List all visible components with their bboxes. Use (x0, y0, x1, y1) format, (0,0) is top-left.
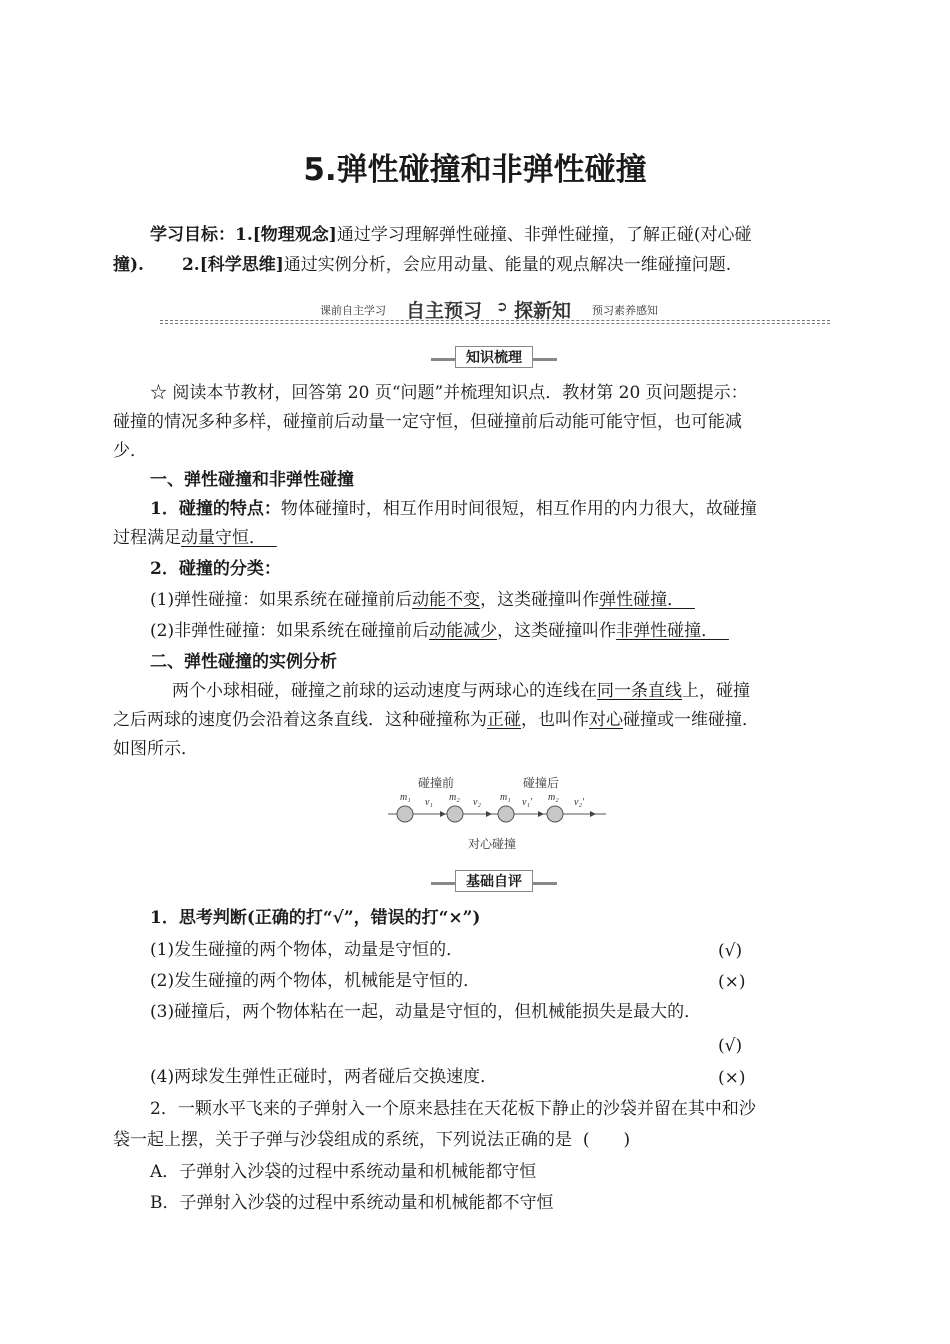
quiz-1-item-4: (4)两球发生弹性正碰时，两者碰后交换速度． (150, 1067, 498, 1087)
fig-caption: 对心碰撞 (468, 837, 517, 851)
fig-v2-prime: v₂′ (574, 797, 585, 808)
s2-l1-post: 上，碰撞 (682, 681, 750, 701)
banner-main-1: 自主预习 (406, 300, 483, 322)
quiz-2-line-1: 2．一颗水平飞来的子弹射入一个原来悬挂在天花板下静止的沙袋并留在其中和沙 (150, 1099, 756, 1119)
fig-after-label: 碰撞后 (523, 776, 560, 790)
fig-m2-before: m₂ (449, 792, 460, 803)
s1-b-mid: ，这类碰撞叫作 (497, 621, 617, 641)
s1-a-blank-1: 动能不变 (412, 590, 481, 610)
fig-m2-after: m₂ (548, 792, 559, 803)
section-tag-knowledge (431, 346, 557, 368)
page-title: 5.弹性碰撞和非弹性碰撞 (303, 152, 647, 188)
s1-p1-blank: 动量守恒． (181, 528, 266, 548)
s1-p1-line-1 (150, 496, 757, 522)
s1-p1-label: 1．碰撞的特点： (150, 499, 281, 519)
fig-before-label: 碰撞前 (418, 776, 455, 790)
fig-ball-m1-after (498, 806, 514, 822)
intro-line-1: ☆ 阅读本节教材，回答第 20 页“问题”并梳理知识点．教材第 20 页问题提示： (150, 383, 748, 403)
fig-m1-before: m₁ (400, 792, 411, 803)
banner-left-text: 课前自主学习 (320, 304, 386, 317)
banner-rule-2 (160, 323, 830, 324)
quiz-1-item-1-mark: (√) (718, 941, 743, 961)
section-banner (160, 296, 830, 326)
goals-line-1 (150, 222, 751, 248)
s2-l1-blank: 同一条直线 (597, 681, 682, 701)
quiz-1-heading (150, 905, 480, 931)
s2-l2-pre: 之后两球的速度仍会沿着这条直线．这种碰撞称为 (113, 710, 487, 730)
section-1-heading-text: 一、弹性碰撞和非弹性碰撞 (150, 470, 354, 490)
section-1-heading (150, 467, 354, 493)
s1-p1-text: 物体碰撞时，相互作用时间很短，相互作用的内力很大，故碰撞 (280, 499, 757, 519)
tag-label: 知识梳理 (455, 346, 533, 368)
tag-label: 基础自评 (455, 870, 533, 892)
s1-b-line (150, 618, 729, 644)
s1-b-blank-2: 非弹性碰撞． (616, 621, 719, 641)
s2-line-3: 如图所示． (113, 739, 198, 759)
banner-arrow-icon: ➲ (496, 299, 508, 315)
s2-l2-blank-2: 对心 (589, 710, 623, 730)
s1-a-line (150, 587, 695, 613)
s1-a-pre: (1)弹性碰撞：如果系统在碰撞前后 (150, 590, 413, 610)
fig-v1-prime: v₁′ (522, 797, 533, 808)
quiz-1-item-3: (3)碰撞后，两个物体粘在一起，动量是守恒的，但机械能损失是最大的． (150, 1002, 702, 1022)
s1-a-blank-2: 弹性碰撞． (599, 590, 685, 610)
quiz-2-line-2 (113, 1127, 630, 1153)
fig-v2: v₂ (473, 797, 481, 808)
banner-right-text: 预习素养感知 (592, 304, 658, 317)
banner-main-2: 探新知 (514, 300, 572, 322)
s2-l2-post: 碰撞或一维碰撞． (623, 710, 759, 730)
fig-ball-m1-before (397, 806, 413, 822)
fig-ball-m2-after (547, 806, 563, 822)
quiz-1-heading-text: 1．思考判断(正确的打“√”，错误的打“×”) (150, 908, 481, 928)
s2-l2-blank-1: 正碰 (487, 710, 521, 730)
goal-1-end: 撞). (113, 255, 144, 275)
fig-arrow-v1 (440, 811, 446, 817)
s1-a-mid: ，这类碰撞叫作 (480, 590, 600, 610)
s2-line-2 (113, 707, 759, 733)
s1-p2-label: 2．碰撞的分类： (150, 559, 281, 579)
fig-ball-m2-before (447, 806, 463, 822)
goal-2-text: 通过实例分析，会应用动量、能量的观点解决一维碰撞问题. (283, 255, 732, 275)
fig-arrow-v2-prime (590, 811, 596, 817)
s2-l1-pre: 两个小球相碰，碰撞之前球的运动速度与两球心的连线在 (172, 681, 597, 701)
banner-rule (160, 320, 830, 321)
s1-p1-l2: 过程满足 (113, 528, 181, 548)
quiz-1-item-4-mark: (×) (718, 1068, 746, 1088)
goal-2-tag: 2.[科学思维] (181, 255, 284, 275)
quiz-1-item-2: (2)发生碰撞的两个物体，机械能是守恒的． (150, 971, 481, 991)
fig-v1: v₁ (425, 797, 433, 808)
goals-label: 学习目标： (150, 225, 235, 245)
quiz-2-option-a: A．子弹射入沙袋的过程中系统动量和机械能都守恒 (150, 1162, 537, 1182)
s2-l2-mid: ，也叫作 (521, 710, 589, 730)
fig-arrow-v1-prime (538, 811, 544, 817)
quiz-2-option-b: B．子弹射入沙袋的过程中系统动量和机械能都不守恒 (150, 1193, 554, 1213)
goal-1-text: 通过学习理解弹性碰撞、非弹性碰撞，了解正碰(对心碰 (336, 225, 752, 245)
quiz-2-l2-text: 袋一起上摆，关于子弹与沙袋组成的系统，下列说法正确的是 (113, 1130, 572, 1150)
fig-arrow-v2 (486, 811, 492, 817)
s1-b-blank-1: 动能减少 (429, 621, 498, 641)
quiz-1-item-2-mark: (×) (718, 972, 746, 992)
s1-p1-line-2 (113, 525, 277, 551)
s1-p2-line (150, 556, 281, 582)
section-2-heading-text: 二、弹性碰撞的实例分析 (150, 652, 337, 672)
quiz-1-item-3-mark: (√) (718, 1036, 743, 1056)
goals-line-2 (113, 252, 731, 278)
section-tag-self-eval (431, 870, 557, 892)
section-2-heading (150, 649, 337, 675)
s2-line-1 (172, 678, 750, 704)
collision-figure (380, 770, 610, 856)
goal-1-tag: 1.[物理观念] (235, 225, 337, 245)
s1-b-pre: (2)非弹性碰撞：如果系统在碰撞前后 (150, 621, 430, 641)
intro-line-3: 少． (113, 441, 147, 461)
fig-m1-after: m₁ (500, 792, 511, 803)
intro-line-2: 碰撞的情况多种多样，碰撞前后动量一定守恒，但碰撞前后动能可能守恒，也可能减 (113, 412, 742, 432)
quiz-2-answer-paren: ( ) (582, 1130, 631, 1150)
quiz-1-item-1: (1)发生碰撞的两个物体，动量是守恒的． (150, 940, 464, 960)
